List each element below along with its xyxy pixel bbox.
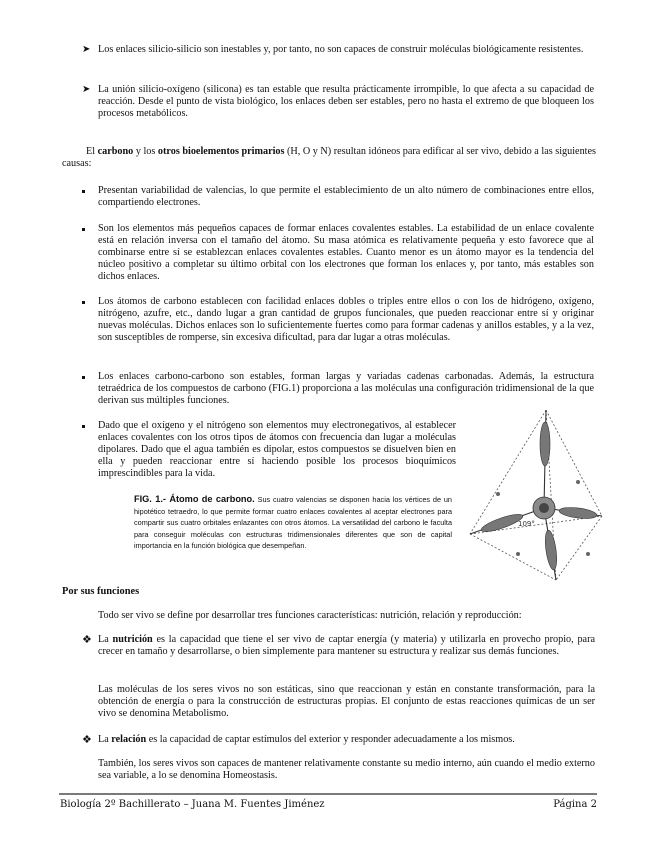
bullet-silicio-silicio: Los enlaces silicio-silicio son inestables y, por tanto, no son capaces de construir moléculas biológicamente resistentes.: [98, 44, 584, 55]
bullet-valencias: Presentan variabilidad de valencias, lo que permite el establecimiento de un alto número de combinaciones entre ellos, compartiendo electrones.: [98, 185, 594, 208]
bullet-carbono-carbono: Los enlaces carbono-carbono son estables, forman largas y variadas cadenas carbonadas. Además, la estructura tetraédrica de los compuestos de carbono (FIG.1) proporciona a las moléculas una configuración tridimensional de la que derivan sus múltiples funciones.: [98, 371, 594, 406]
square-bullet-icon: [82, 376, 85, 379]
nutricion-paragraph: La nutrición es la capacidad que tiene el ser vivo de captar energía (y materia) y utilizarla en provecho propio, para crecer en tamaño y desarrollarse, o bien simplemente para mantener su estructura y realizar sus demás funciones.: [98, 634, 595, 657]
relacion-paragraph: La relación es la capacidad de captar estímulos del exterior y responder adecuadamente a los mismos.: [98, 734, 515, 745]
diamond-bullet-icon: ❖: [82, 734, 92, 746]
footer-divider: [59, 793, 597, 795]
bullet-dipolares: Dado que el oxígeno y el nitrógeno son elementos muy electronegativos, al establecer enlaces covalentes con los otros tipos de átomos con frecuencia dan lugar a moléculas dipolares. Dado que el agua también es dipolar, estos compuestos se disuelven bien en ella y pueden reaccionar entre sí haciendo posible los procesos bioquímicos imprescindibles para la vida.: [98, 420, 456, 479]
arrow-bullet-icon: ➤: [82, 44, 91, 55]
square-bullet-icon: [82, 190, 85, 193]
bullet-enlaces-dobles: Los átomos de carbono establecen con facilidad enlaces dobles o triples entre ellos o con los de hidrógeno, oxígeno, nitrógeno, azufre, etc., dando lugar a gran cantidad de grupos funcionales, que pueden reaccionar entre sí y originar nuevas moléculas. Dichos enlaces son lo suficientemente fuertes como para formar cadenas y anillos estables, y a la vez, son susceptibles de romperse, sin excesiva dificultad, para dar lugar a otras moléculas.: [98, 296, 594, 343]
metabolismo-paragraph: Las moléculas de los seres vivos no son estáticas, sino que reaccionan y están en constante transformación, para la obtención de energía o para la construcción de estructuras propias. El conjunto de estas reacciones químicas de un ser vivo se denomina Metabolismo.: [98, 684, 595, 719]
diamond-bullet-icon: ❖: [82, 634, 92, 646]
bullet-elementos-pequenos: Son los elementos más pequeños capaces de formar enlaces covalentes estables. La estabilidad de un enlace covalente está en relación inversa con el tamaño del átomo. Su masa atómica es relativamente pequeña y esto favorece que al combinarse entre sí se establezcan enlaces covalentes estables. Cuanto menor es un átomo mayor es la tendencia del núcleo positivo a completar su último orbital con los electrones que forman los enlaces y, por tanto, más estables son dichos enlaces.: [98, 223, 594, 282]
functions-intro: Todo ser vivo se define por desarrollar tres funciones características: nutrición, relación y reproducción:: [98, 610, 522, 621]
intro-paragraph: El carbono y los otros bioelementos primarios (H, O y N) resultan idóneos para edificar al ser vivo, debido a las siguientes causas:: [62, 146, 596, 169]
homeostasis-paragraph: También, los seres vivos son capaces de mantener relativamente constante su medio interno, aún cuando el medio externo sea variable, a lo se denomina Homeostasis.: [98, 758, 595, 781]
section-heading: Por sus funciones: [62, 586, 140, 597]
bullet-silicio-oxigeno: La unión silicio-oxígeno (silicona) es tan estable que resulta prácticamente irrompible, lo que afecta a su capacidad de reacción. Desde el punto de vista biológico, los enlaces deben ser estables, pero no hasta el extremo de que bloqueen los procesos metabólicos.: [98, 84, 594, 119]
bond-angle-label: 109°: [518, 520, 535, 528]
figure-caption: FIG. 1.- Átomo de carbono. Sus cuatro valencias se disponen hacia los vértices de un hipotético tetraedro, lo que permite formar cuatro enlaces covalentes al aceptar electrones para compartir sus cuatro orbitales enlazantes con otros átomos. La versatilidad del carbono le faculta para conseguir moléculas con estructuras tridimensionales diferentes que son de capital importancia en la función biológica que desempeñan.: [134, 494, 452, 551]
square-bullet-icon: [82, 425, 85, 428]
square-bullet-icon: [82, 228, 85, 231]
footer-page-number: Página 2: [553, 799, 597, 810]
arrow-bullet-icon: ➤: [82, 84, 91, 95]
square-bullet-icon: [82, 301, 85, 304]
carbon-tetrahedron-figure: [458, 404, 608, 584]
footer-author: Biología 2º Bachillerato – Juana M. Fuentes Jiménez: [60, 799, 325, 810]
